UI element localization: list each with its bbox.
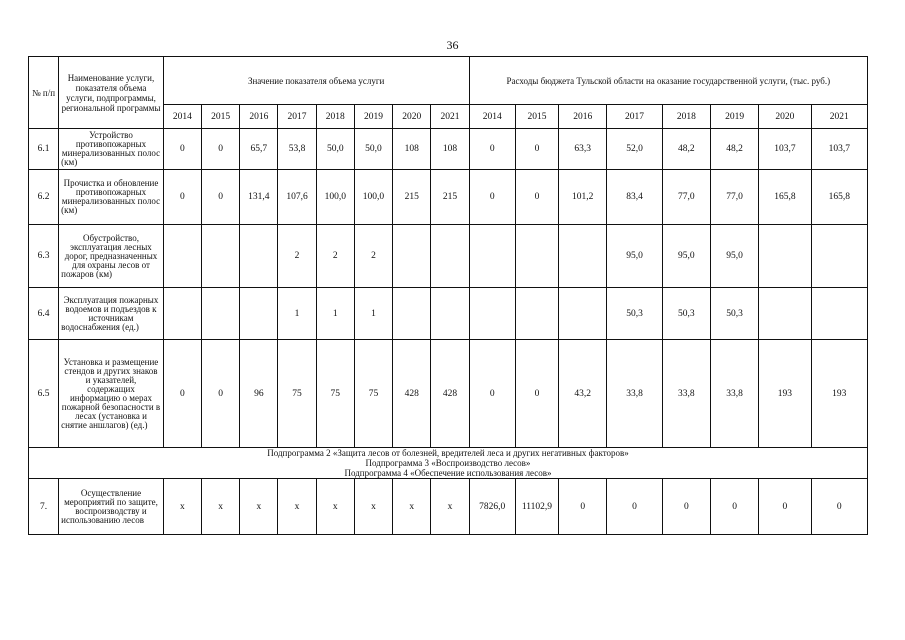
expense-cell: 0	[469, 340, 515, 448]
row-name: Установка и размещение стендов и других знаков и указателей, содержащих информацию о мерах пожарной безопасности в лесах (установка и снятие аншлагов) (ед.)	[59, 340, 164, 448]
page-number: 36	[446, 38, 459, 52]
expense-cell: 0	[759, 479, 811, 535]
volume-cell: 215	[393, 170, 431, 225]
table-row	[29, 340, 868, 448]
row-number: 6.2	[29, 170, 59, 225]
volume-cell: x	[431, 479, 469, 535]
year-header: 2014	[469, 105, 515, 129]
volume-cell: 0	[163, 129, 201, 170]
volume-cell	[393, 225, 431, 288]
volume-cell: x	[240, 479, 278, 535]
expense-cell: 0	[607, 479, 662, 535]
year-header: 2018	[662, 105, 710, 129]
volume-cell: 75	[278, 340, 316, 448]
expense-cell	[811, 225, 867, 288]
year-header: 2019	[354, 105, 392, 129]
volume-cell: 2	[278, 225, 316, 288]
year-header: 2014	[163, 105, 201, 129]
volume-cell	[240, 225, 278, 288]
year-header: 2016	[240, 105, 278, 129]
volume-cell: 215	[431, 170, 469, 225]
expense-cell: 95,0	[662, 225, 710, 288]
header-expense-group: Расходы бюджета Тульской области на оказание государственной услуги, (тыс. руб.)	[469, 57, 867, 105]
expense-cell: 43,2	[559, 340, 607, 448]
row-number: 6.3	[29, 225, 59, 288]
subprogram-title: Подпрограмма 4 «Обеспечение использования лесов»	[344, 468, 552, 478]
row-number: 7.	[29, 479, 59, 535]
row-name: Обустройство, эксплуатация лесных дорог, предназначенных для охраны лесов от пожаров (км)	[59, 225, 164, 288]
volume-cell	[240, 288, 278, 340]
expense-cell: 33,8	[607, 340, 662, 448]
expense-cell: 103,7	[759, 129, 811, 170]
header-num: № п/п	[29, 57, 59, 129]
expense-cell: 95,0	[710, 225, 758, 288]
volume-cell: 108	[393, 129, 431, 170]
volume-cell: 53,8	[278, 129, 316, 170]
volume-cell: 75	[354, 340, 392, 448]
expense-cell	[759, 288, 811, 340]
expense-cell: 193	[811, 340, 867, 448]
expense-cell: 0	[710, 479, 758, 535]
year-header: 2017	[278, 105, 316, 129]
expense-cell	[759, 225, 811, 288]
volume-cell: 1	[316, 288, 354, 340]
volume-cell: 0	[163, 170, 201, 225]
year-header: 2021	[431, 105, 469, 129]
expense-cell	[515, 225, 558, 288]
volume-cell	[163, 225, 201, 288]
expense-cell: 0	[515, 340, 558, 448]
volume-cell: 96	[240, 340, 278, 448]
expense-cell	[559, 288, 607, 340]
expense-cell: 77,0	[662, 170, 710, 225]
year-header: 2021	[811, 105, 867, 129]
volume-cell	[431, 288, 469, 340]
year-header: 2018	[316, 105, 354, 129]
expense-cell: 63,3	[559, 129, 607, 170]
volume-cell: 50,0	[316, 129, 354, 170]
row-name: Осуществление мероприятий по защите, воспроизводству и использованию лесов	[59, 479, 164, 535]
budget-table	[28, 56, 868, 535]
year-header: 2015	[202, 105, 240, 129]
subprogram-title: Подпрограмма 3 «Воспроизводство лесов»	[365, 458, 531, 468]
expense-cell: 165,8	[811, 170, 867, 225]
header-volume-group: Значение показателя объема услуги	[163, 57, 469, 105]
expense-cell: 50,3	[662, 288, 710, 340]
volume-cell: x	[354, 479, 392, 535]
expense-cell: 165,8	[759, 170, 811, 225]
expense-cell: 95,0	[607, 225, 662, 288]
volume-cell: 428	[393, 340, 431, 448]
expense-cell: 77,0	[710, 170, 758, 225]
row-number: 6.4	[29, 288, 59, 340]
volume-cell: x	[202, 479, 240, 535]
expense-cell: 33,8	[710, 340, 758, 448]
expense-cell	[559, 225, 607, 288]
expense-cell: 11102,9	[515, 479, 558, 535]
expense-cell: 0	[662, 479, 710, 535]
expense-cell: 50,3	[710, 288, 758, 340]
year-header: 2019	[710, 105, 758, 129]
volume-cell: x	[316, 479, 354, 535]
row-number: 6.1	[29, 129, 59, 170]
expense-cell: 83,4	[607, 170, 662, 225]
volume-cell	[163, 288, 201, 340]
table-row	[29, 170, 868, 225]
expense-cell: 7826,0	[469, 479, 515, 535]
volume-cell: 100,0	[354, 170, 392, 225]
expense-cell: 33,8	[662, 340, 710, 448]
volume-cell: x	[278, 479, 316, 535]
volume-cell: 131,4	[240, 170, 278, 225]
volume-cell	[202, 225, 240, 288]
volume-cell: 1	[354, 288, 392, 340]
expense-cell: 193	[759, 340, 811, 448]
expense-cell: 0	[559, 479, 607, 535]
table-row	[29, 129, 868, 170]
row-name: Прочистка и обновление противопожарных минерализованных полос (км)	[59, 170, 164, 225]
row-name: Устройство противопожарных минерализованных полос (км)	[59, 129, 164, 170]
expense-cell: 0	[469, 129, 515, 170]
row-name: Эксплуатация пожарных водоемов и подъездов к источникам водоснабжения (ед.)	[59, 288, 164, 340]
volume-cell: 0	[202, 340, 240, 448]
expense-cell: 103,7	[811, 129, 867, 170]
volume-cell: 65,7	[240, 129, 278, 170]
table-row	[29, 288, 868, 340]
header-name: Наименование услуги, показателя объема услуги, подпрограммы, региональной программы	[59, 57, 164, 129]
year-header: 2015	[515, 105, 558, 129]
expense-cell: 50,3	[607, 288, 662, 340]
year-header: 2016	[559, 105, 607, 129]
expense-cell	[811, 288, 867, 340]
subprogram-headings	[29, 448, 868, 479]
expense-cell: 48,2	[710, 129, 758, 170]
expense-cell: 0	[469, 170, 515, 225]
volume-cell: x	[163, 479, 201, 535]
expense-cell	[469, 288, 515, 340]
volume-cell: 0	[202, 170, 240, 225]
row-number: 6.5	[29, 340, 59, 448]
subprogram-title: Подпрограмма 2 «Защита лесов от болезней, вредителей леса и других негативных факторов»	[267, 448, 629, 458]
volume-cell	[202, 288, 240, 340]
year-header: 2020	[759, 105, 811, 129]
expense-cell	[469, 225, 515, 288]
volume-cell	[393, 288, 431, 340]
table-body	[29, 129, 868, 535]
volume-cell: 0	[163, 340, 201, 448]
volume-cell: 2	[316, 225, 354, 288]
expense-cell: 52,0	[607, 129, 662, 170]
expense-cell: 0	[515, 170, 558, 225]
year-header: 2020	[393, 105, 431, 129]
expense-cell: 101,2	[559, 170, 607, 225]
volume-cell: 107,6	[278, 170, 316, 225]
volume-cell: 108	[431, 129, 469, 170]
volume-cell	[431, 225, 469, 288]
subprogram-row	[29, 448, 868, 479]
expense-cell: 48,2	[662, 129, 710, 170]
expense-cell	[515, 288, 558, 340]
volume-cell: 100,0	[316, 170, 354, 225]
table-row	[29, 479, 868, 535]
volume-cell: 75	[316, 340, 354, 448]
table-row	[29, 225, 868, 288]
volume-cell: 50,0	[354, 129, 392, 170]
volume-cell: 0	[202, 129, 240, 170]
year-header: 2017	[607, 105, 662, 129]
volume-cell: 1	[278, 288, 316, 340]
expense-cell: 0	[811, 479, 867, 535]
volume-cell: 2	[354, 225, 392, 288]
volume-cell: 428	[431, 340, 469, 448]
expense-cell: 0	[515, 129, 558, 170]
volume-cell: x	[393, 479, 431, 535]
